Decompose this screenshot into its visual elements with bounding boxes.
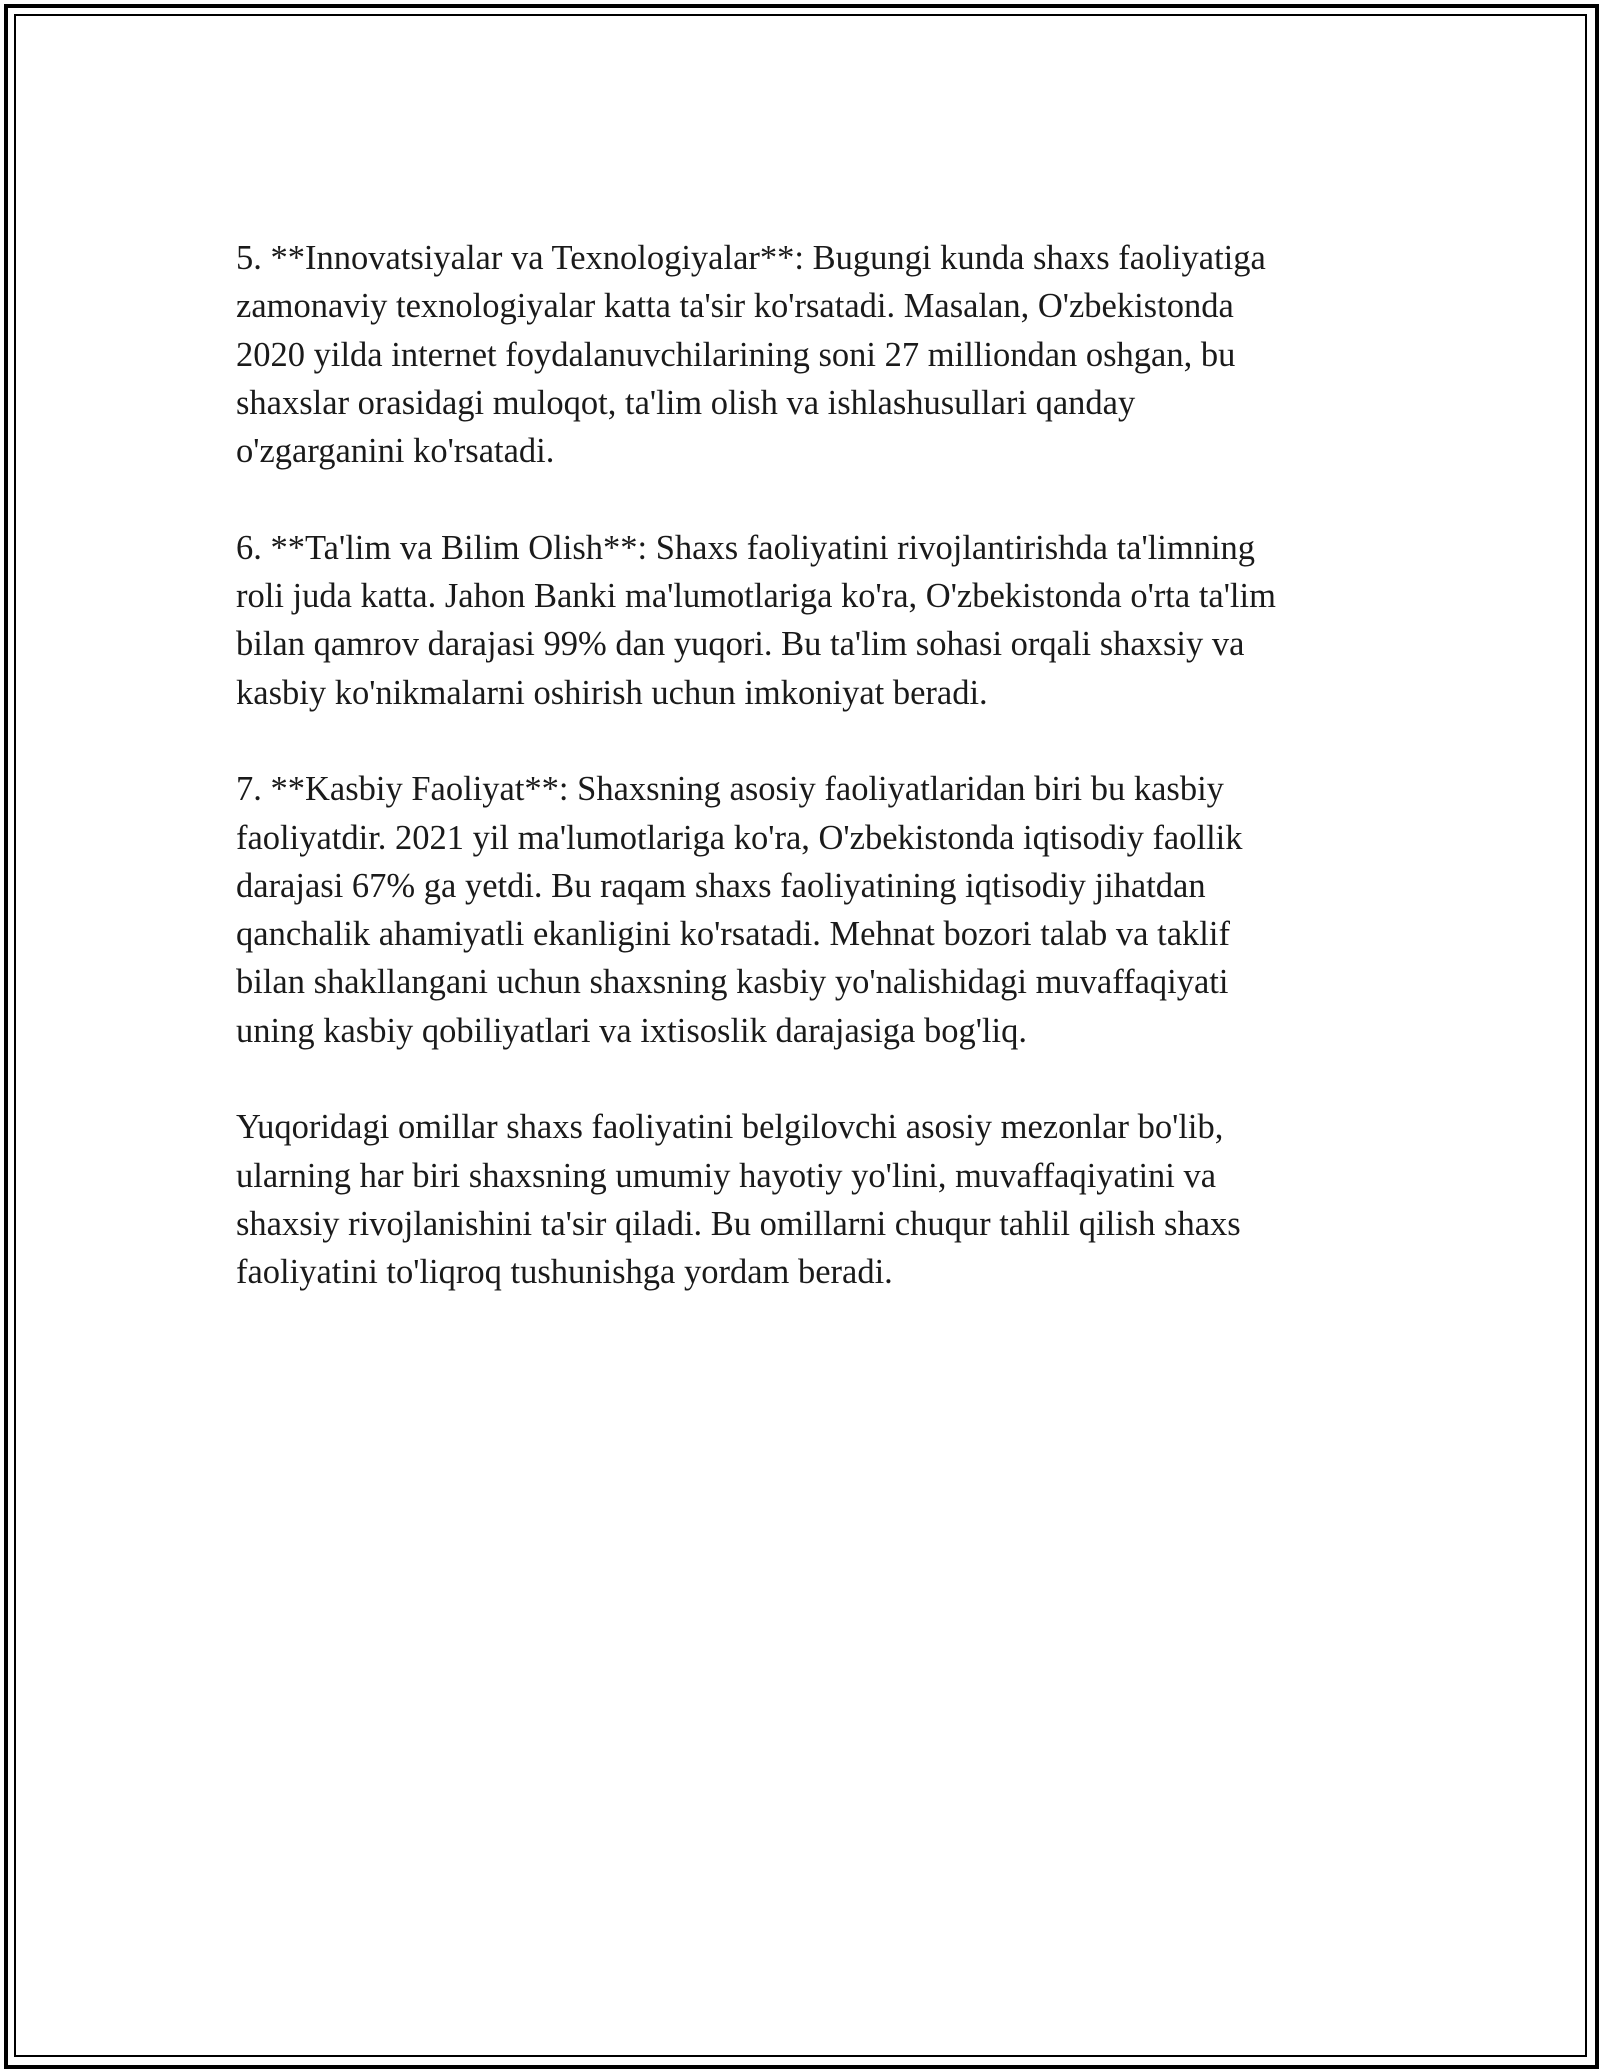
text-line: 7. **Kasbiy Faoliyat**: Shaxsning asosiy faoliyatlaridan biri bu kasbiy [236, 770, 1224, 809]
text-line: 6. **Ta'lim va Bilim Olish**: Shaxs faoliyatini rivojlantirishda ta'limning [236, 528, 1256, 567]
paragraph-education [236, 524, 1366, 717]
text-line: darajasi 67% ga yetdi. Bu raqam shaxs faoliyatining iqtisodiy jihatdan [236, 866, 1206, 905]
text-line: bilan shakllangani uchun shaxsning kasbiy yo'nalishidagi muvaffaqiyati [236, 963, 1229, 1002]
text-line: bilan qamrov darajasi 99% dan yuqori. Bu ta'lim sohasi orqali shaxsiy va [236, 625, 1245, 664]
document-body [236, 234, 1366, 1345]
text-line: Yuqoridagi omillar shaxs faoliyatini belgilovchi asosiy mezonlar bo'lib, [236, 1108, 1224, 1147]
text-line: shaxslar orasidagi muloqot, ta'lim olish va ishlashusullari qanday [236, 383, 1136, 422]
text-line: roli juda katta. Jahon Banki ma'lumotlariga ko'ra, O'zbekistonda o'rta ta'lim [236, 577, 1276, 616]
paragraph-conclusion [236, 1103, 1366, 1296]
text-line: qanchalik ahamiyatli ekanligini ko'rsatadi. Mehnat bozori talab va taklif [236, 915, 1230, 954]
text-line: faoliyatini to'liqroq tushunishga yordam beradi. [236, 1253, 893, 1292]
text-line: shaxsiy rivojlanishini ta'sir qiladi. Bu omillarni chuqur tahlil qilish shaxs [236, 1204, 1241, 1243]
text-line: 5. **Innovatsiyalar va Texnologiyalar**: Bugungi kunda shaxs faoliyatiga [236, 239, 1266, 277]
text-line: ularning har biri shaxsning umumiy hayotiy yo'lini, muvaffaqiyatini va [236, 1156, 1217, 1195]
paragraph-professional-activity [236, 765, 1366, 1055]
text-line: zamonaviy texnologiyalar katta ta'sir ko'rsatadi. Masalan, O'zbekistonda [236, 287, 1234, 326]
text-line: 2020 yilda internet foydalanuvchilarining soni 27 milliondan oshgan, bu [236, 335, 1236, 374]
text-line: faoliyatdir. 2021 yil ma'lumotlariga ko'ra, O'zbekistonda iqtisodiy faollik [236, 818, 1243, 857]
text-line: uning kasbiy qobiliyatlari va ixtisoslik darajasiga bog'liq. [236, 1011, 1027, 1050]
text-line: kasbiy ko'nikmalarni oshirish uchun imkoniyat beradi. [236, 673, 988, 712]
paragraph-innovations [236, 234, 1366, 475]
text-line: o'zgarganini ko'rsatadi. [236, 432, 555, 471]
